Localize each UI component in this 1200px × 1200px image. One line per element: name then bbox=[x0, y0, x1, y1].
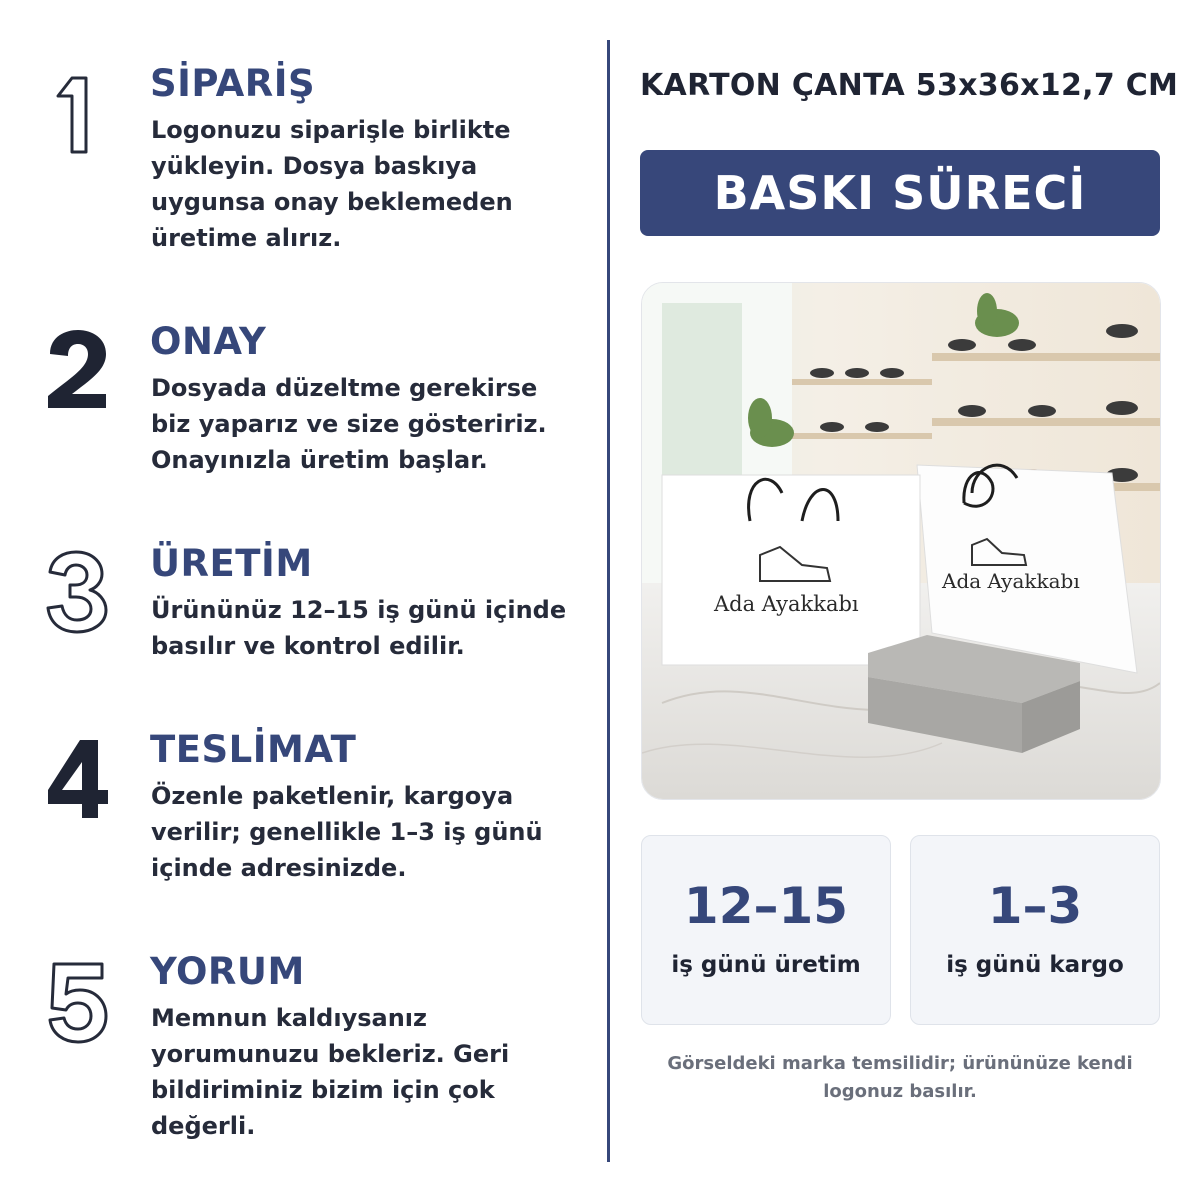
stat-value: 1–3 bbox=[987, 877, 1083, 935]
product-photo bbox=[641, 282, 1161, 800]
step-number-4 bbox=[40, 732, 120, 822]
step-text: Dosyada düzeltme gerekirse biz yaparız ve size gösteririz. Onayınızla üretim başlar. bbox=[151, 374, 547, 474]
stat-shipping bbox=[910, 835, 1160, 1025]
banner-text: BASKI SÜRECİ bbox=[713, 166, 1087, 220]
bag-left bbox=[662, 475, 920, 665]
step-title: TESLİMAT bbox=[150, 728, 357, 771]
step-number-3 bbox=[40, 546, 120, 636]
stat-label: iş günü kargo bbox=[946, 952, 1124, 978]
step-number-2 bbox=[40, 324, 120, 414]
step-text: Memnun kaldıysanız yorumunuzu bekleriz. Geri bildiriminiz bizim için çok değerli. bbox=[151, 1004, 510, 1140]
bag-left-brand: Ada Ayakkabı bbox=[714, 592, 859, 616]
step-title: SİPARİŞ bbox=[150, 62, 316, 105]
step-number-5 bbox=[40, 956, 120, 1046]
column-divider bbox=[607, 40, 610, 1162]
disclaimer-note: Görseldeki marka temsilidir; ürününüze kendi logonuz basılır. bbox=[667, 1053, 1133, 1102]
step-text: Logonuzu siparişle birlikte yükleyin. Dosya baskıya uygunsa onay beklemeden üretime alırız. bbox=[151, 116, 513, 252]
step-title: YORUM bbox=[150, 950, 305, 993]
product-title: KARTON ÇANTA 53x36x12,7 CM bbox=[640, 68, 1179, 103]
stat-value: 12–15 bbox=[683, 877, 849, 935]
process-banner bbox=[640, 150, 1160, 236]
stat-label: iş günü üretim bbox=[671, 952, 861, 978]
step-text: Özenle paketlenir, kargoya verilir; genellikle 1–3 iş günü içinde adresinizde. bbox=[151, 782, 543, 882]
bag-right-brand: Ada Ayakkabı bbox=[942, 569, 1080, 593]
step-text: Ürününüz 12–15 iş günü içinde basılır ve kontrol edilir. bbox=[151, 596, 567, 660]
stat-production bbox=[641, 835, 891, 1025]
step-title: ÜRETİM bbox=[150, 542, 313, 585]
step-number-1 bbox=[40, 68, 120, 158]
step-title: ONAY bbox=[150, 320, 267, 363]
